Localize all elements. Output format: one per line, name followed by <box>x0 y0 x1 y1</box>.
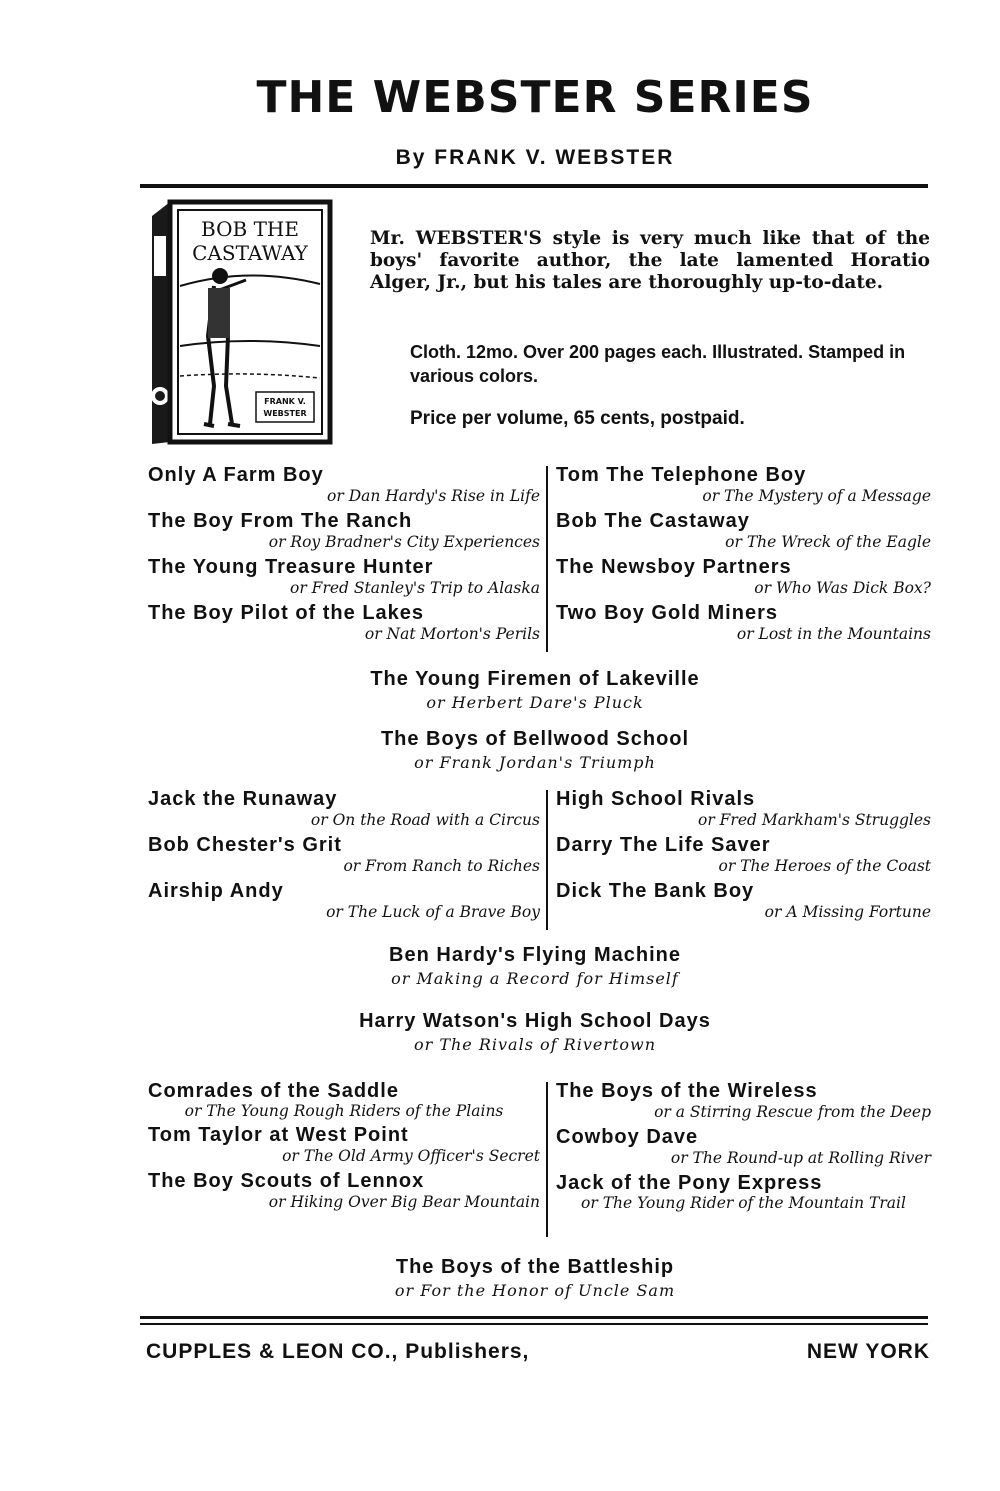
book-subtitle: or Lost in the Mountains <box>736 625 931 643</box>
right-column <box>556 464 931 648</box>
book-subtitle: or A Missing Fortune <box>764 903 931 921</box>
book-entry <box>556 1080 931 1122</box>
book-entry-centered <box>140 942 930 990</box>
cover-title-line1: BOB THE <box>201 217 299 241</box>
book-title: The Young Treasure Hunter <box>148 556 434 578</box>
left-column <box>148 464 540 648</box>
book-subtitle: or The Round-up at Rolling River <box>670 1149 931 1167</box>
book-entry <box>148 1124 540 1166</box>
book-subtitle: or Frank Jordan's Triumph <box>414 753 656 772</box>
book-title: The Newsboy Partners <box>556 556 792 578</box>
book-entry <box>148 834 540 876</box>
book-subtitle: or The Mystery of a Message <box>702 487 931 505</box>
book-subtitle: or From Ranch to Riches <box>343 857 540 875</box>
book-subtitle: or The Luck of a Brave Boy <box>326 903 540 921</box>
book-subtitle: or The Wreck of the Eagle <box>725 533 931 551</box>
book-title: High School Rivals <box>556 788 756 810</box>
book-entry <box>148 880 540 922</box>
series-price: Price per volume, 65 cents, postpaid. <box>410 408 745 429</box>
book-subtitle: or The Heroes of the Coast <box>718 857 931 875</box>
book-entry-centered <box>140 1254 930 1302</box>
series-description: Mr. WEBSTER'S style is very much like that of the boys' favorite author, the late lamented Horatio Alger, Jr., but his tales are thoroughly up-to-date. <box>370 228 930 293</box>
book-entry <box>148 1080 540 1120</box>
left-column <box>148 788 540 926</box>
top-rule <box>140 184 928 188</box>
book-subtitle: or Who Was Dick Box? <box>754 579 931 597</box>
book-title: Tom Taylor at West Point <box>148 1124 409 1146</box>
book-title: The Young Firemen of Lakeville <box>370 668 700 690</box>
book-title: Dick The Bank Boy <box>556 880 755 902</box>
book-subtitle: or For the Honor of Uncle Sam <box>394 1281 676 1300</box>
book-title: Ben Hardy's Flying Machine <box>389 944 681 966</box>
book-title: The Boy Scouts of Lennox <box>148 1170 425 1192</box>
book-subtitle: or Hiking Over Big Bear Mountain <box>268 1193 540 1211</box>
book-entry <box>148 556 540 598</box>
left-column <box>148 1080 540 1216</box>
book-entry <box>556 788 931 830</box>
book-title: Bob The Castaway <box>556 510 750 532</box>
publisher-city: NEW YORK <box>806 1340 930 1363</box>
book-subtitle: or The Young Rough Riders of the Plains <box>184 1102 504 1120</box>
series-byline: By FRANK V. WEBSTER <box>395 146 675 169</box>
book-subtitle: or Nat Morton's Perils <box>364 625 540 643</box>
bottom-rule-thin <box>140 1323 928 1325</box>
book-title: Tom The Telephone Boy <box>556 464 807 486</box>
book-subtitle: or Making a Record for Himself <box>391 969 679 988</box>
book-title: Only A Farm Boy <box>148 464 324 486</box>
title-group-1 <box>148 464 938 654</box>
book-subtitle: or Fred Stanley's Trip to Alaska <box>290 579 540 597</box>
book-entry <box>556 1172 931 1212</box>
column-divider <box>546 466 548 652</box>
book-entry <box>556 880 931 922</box>
book-title: The Boy Pilot of the Lakes <box>148 602 425 624</box>
book-subtitle: or Dan Hardy's Rise in Life <box>327 487 540 505</box>
cover-author-line2: WEBSTER <box>263 409 307 418</box>
book-subtitle: or On the Road with a Circus <box>310 811 540 829</box>
book-entry-centered <box>140 1008 930 1056</box>
book-entry <box>556 834 931 876</box>
series-title: THE WEBSTER SERIES <box>256 72 814 123</box>
book-entry <box>556 556 931 598</box>
publisher-name: CUPPLES & LEON CO., Publishers, <box>146 1340 530 1363</box>
book-entry <box>556 1126 931 1168</box>
right-column <box>556 788 931 926</box>
book-subtitle: or The Young Rider of the Mountain Trail <box>581 1194 906 1212</box>
book-entry-centered <box>140 666 930 714</box>
book-subtitle: or Roy Bradner's City Experiences <box>268 533 540 551</box>
title-group-3 <box>148 1080 938 1240</box>
title-group-2 <box>148 788 938 933</box>
book-subtitle: or The Old Army Officer's Secret <box>282 1147 540 1165</box>
book-title: Airship Andy <box>148 880 284 902</box>
book-title: Jack the Runaway <box>148 788 338 810</box>
book-entry <box>556 510 931 552</box>
book-cover-illustration <box>148 196 338 448</box>
cover-title-line2: CASTAWAY <box>192 241 308 265</box>
book-entry <box>148 788 540 830</box>
book-entry <box>148 1170 540 1212</box>
bottom-rule <box>140 1316 928 1319</box>
book-title: The Boys of the Battleship <box>395 1256 675 1278</box>
book-subtitle: or a Stirring Rescue from the Deep <box>654 1103 931 1121</box>
book-title: Comrades of the Saddle <box>148 1080 399 1102</box>
book-entry <box>556 464 931 506</box>
book-title: Two Boy Gold Miners <box>556 602 778 624</box>
right-column <box>556 1080 931 1216</box>
book-subtitle: or The Rivals of Rivertown <box>413 1035 657 1054</box>
book-title: Cowboy Dave <box>556 1126 699 1148</box>
book-entry-centered <box>140 726 930 774</box>
book-title: Darry The Life Saver <box>556 834 771 856</box>
book-title: Bob Chester's Grit <box>148 834 342 856</box>
book-entry <box>556 602 931 644</box>
cover-author-line1: FRANK V. <box>264 397 306 406</box>
book-entry <box>148 510 540 552</box>
book-title: Harry Watson's High School Days <box>359 1010 711 1032</box>
book-title: The Boys of the Wireless <box>556 1080 818 1102</box>
book-title: Jack of the Pony Express <box>556 1172 823 1194</box>
book-entry <box>148 464 540 506</box>
book-title: The Boy From The Ranch <box>148 510 413 532</box>
column-divider <box>546 1082 548 1237</box>
column-divider <box>546 790 548 930</box>
book-title: The Boys of Bellwood School <box>380 728 690 750</box>
book-subtitle: or Herbert Dare's Pluck <box>426 693 644 712</box>
series-specs: Cloth. 12mo. Over 200 pages each. Illustrated. Stamped in various colors. <box>410 342 906 386</box>
book-entry <box>148 602 540 644</box>
book-subtitle: or Fred Markham's Struggles <box>698 811 931 829</box>
